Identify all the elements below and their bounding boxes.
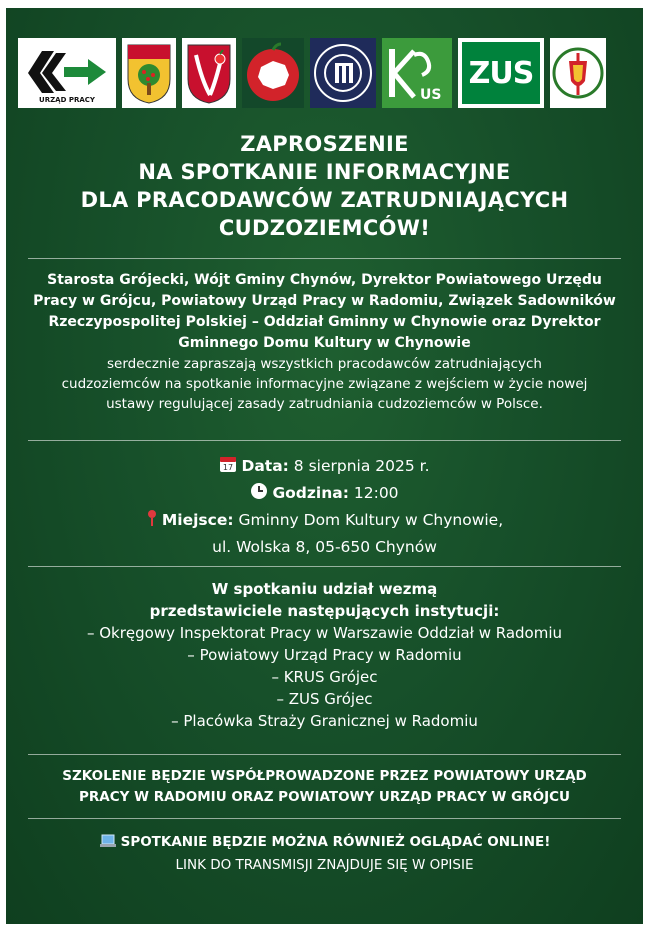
straz-graniczna-icon [551,41,605,105]
organizers-line: Rzeczypospolitej Polskiej – Oddział Gminny w Chynowie oraz Dyrektor [48,314,601,330]
online-heading [20,832,629,855]
institution-item: – KRUS Grójec [271,668,378,686]
place-label: Miejsce: [161,511,234,529]
institution-item: – Powiatowy Urząd Pracy w Radomiu [187,646,462,664]
divider [28,754,621,755]
sadownicy-poland-logo [242,38,304,108]
calendar-icon [219,455,237,481]
urzad-pracy-label: URZĄD PRACY [39,96,95,104]
invitation-line: ustawy regulującej zasady zatrudniania cudzoziemców w Polsce. [106,396,543,412]
zus-logo [458,38,544,108]
training-line: SZKOLENIE BĘDZIE WSPÓŁPROWADZONE PRZEZ POWIATOWY URZĄD [62,768,587,784]
invitation-title [26,130,623,242]
online-note [20,832,629,876]
clock-icon [250,482,268,508]
title-line: CUDZOZIEMCÓW! [218,216,431,240]
logos-row [18,36,631,110]
place-row [20,508,629,535]
divider [28,566,621,567]
laptop-icon [99,834,117,855]
apple-poland-icon [243,41,303,105]
address-row: ul. Wolska 8, 05-650 Chynów [212,538,437,556]
institutions-heading: W spotkaniu udział wezmą [211,580,438,598]
location-pin-icon [146,509,158,535]
urzad-pracy-logo [18,38,116,108]
grojec-shield-icon [124,41,174,105]
online-link-info: LINK DO TRANSMISJI ZNAJDUJE SIĘ W OPISIE [175,857,474,873]
chynow-coat-of-arms [182,38,236,108]
poster [6,8,643,924]
date-label: Data: [241,457,289,475]
place-value: Gminny Dom Kultury w Chynowie, [238,511,504,529]
grojec-coat-of-arms [122,38,176,108]
training-note [20,766,629,808]
organizers-text [20,270,629,354]
calendar-day: 17 [223,463,234,472]
urzad-pracy-icon [20,43,114,103]
krus-logo [382,38,452,108]
straz-graniczna-logo [550,38,606,108]
invitation-line: cudzoziemców na spotkanie informacyjne związane z wejściem w życie nowej [61,376,588,392]
title-line: ZAPROSZENIE [240,132,409,156]
chynow-shield-icon [184,41,234,105]
title-line: NA SPOTKANIE INFORMACYJNE [138,160,511,184]
online-heading-text: SPOTKANIE BĘDZIE MOŻNA RÓWNIEŻ OGLĄDAĆ ONLINE! [120,834,551,850]
time-label: Godzina: [272,484,349,502]
institutions-section [20,578,629,732]
institution-item: – ZUS Grójec [276,690,373,708]
svg-text:US: US [420,87,442,103]
time-row [20,481,629,508]
pip-seal-icon [312,41,374,105]
divider [28,258,621,259]
institution-item: – Placówka Straży Granicznej w Radomiu [171,712,478,730]
organizers-line: Starosta Grójecki, Wójt Gminy Chynów, Dyrektor Powiatowego Urzędu [47,272,602,288]
krus-icon [384,41,450,105]
time-value: 12:00 [353,484,399,502]
invitation-text [20,354,629,414]
invitation-line: serdecznie zapraszają wszystkich pracodawców zatrudniających [106,356,542,372]
institutions-heading: przedstawiciele następujących instytucji: [149,602,500,620]
divider [28,440,621,441]
pip-logo [310,38,376,108]
date-value: 8 sierpnia 2025 r. [293,457,430,475]
event-details [20,454,629,560]
intro-paragraph [20,270,629,414]
training-line: PRACY W RADOMIU ORAZ POWIATOWY URZĄD PRACY W GRÓJCU [79,789,570,805]
institution-item: – Okręgowy Inspektorat Pracy w Warszawie Oddział w Radomiu [86,624,563,642]
organizers-line: Pracy w Grójcu, Powiatowy Urząd Pracy w Radomiu, Związek Sadowników [33,293,616,309]
date-row [20,454,629,481]
divider [28,818,621,819]
title-line: DLA PRACODAWCÓW ZATRUDNIAJĄCYCH [80,188,569,212]
organizers-line: Gminnego Domu Kultury w Chynowie [178,335,471,351]
zus-label: ZUS [468,55,534,91]
